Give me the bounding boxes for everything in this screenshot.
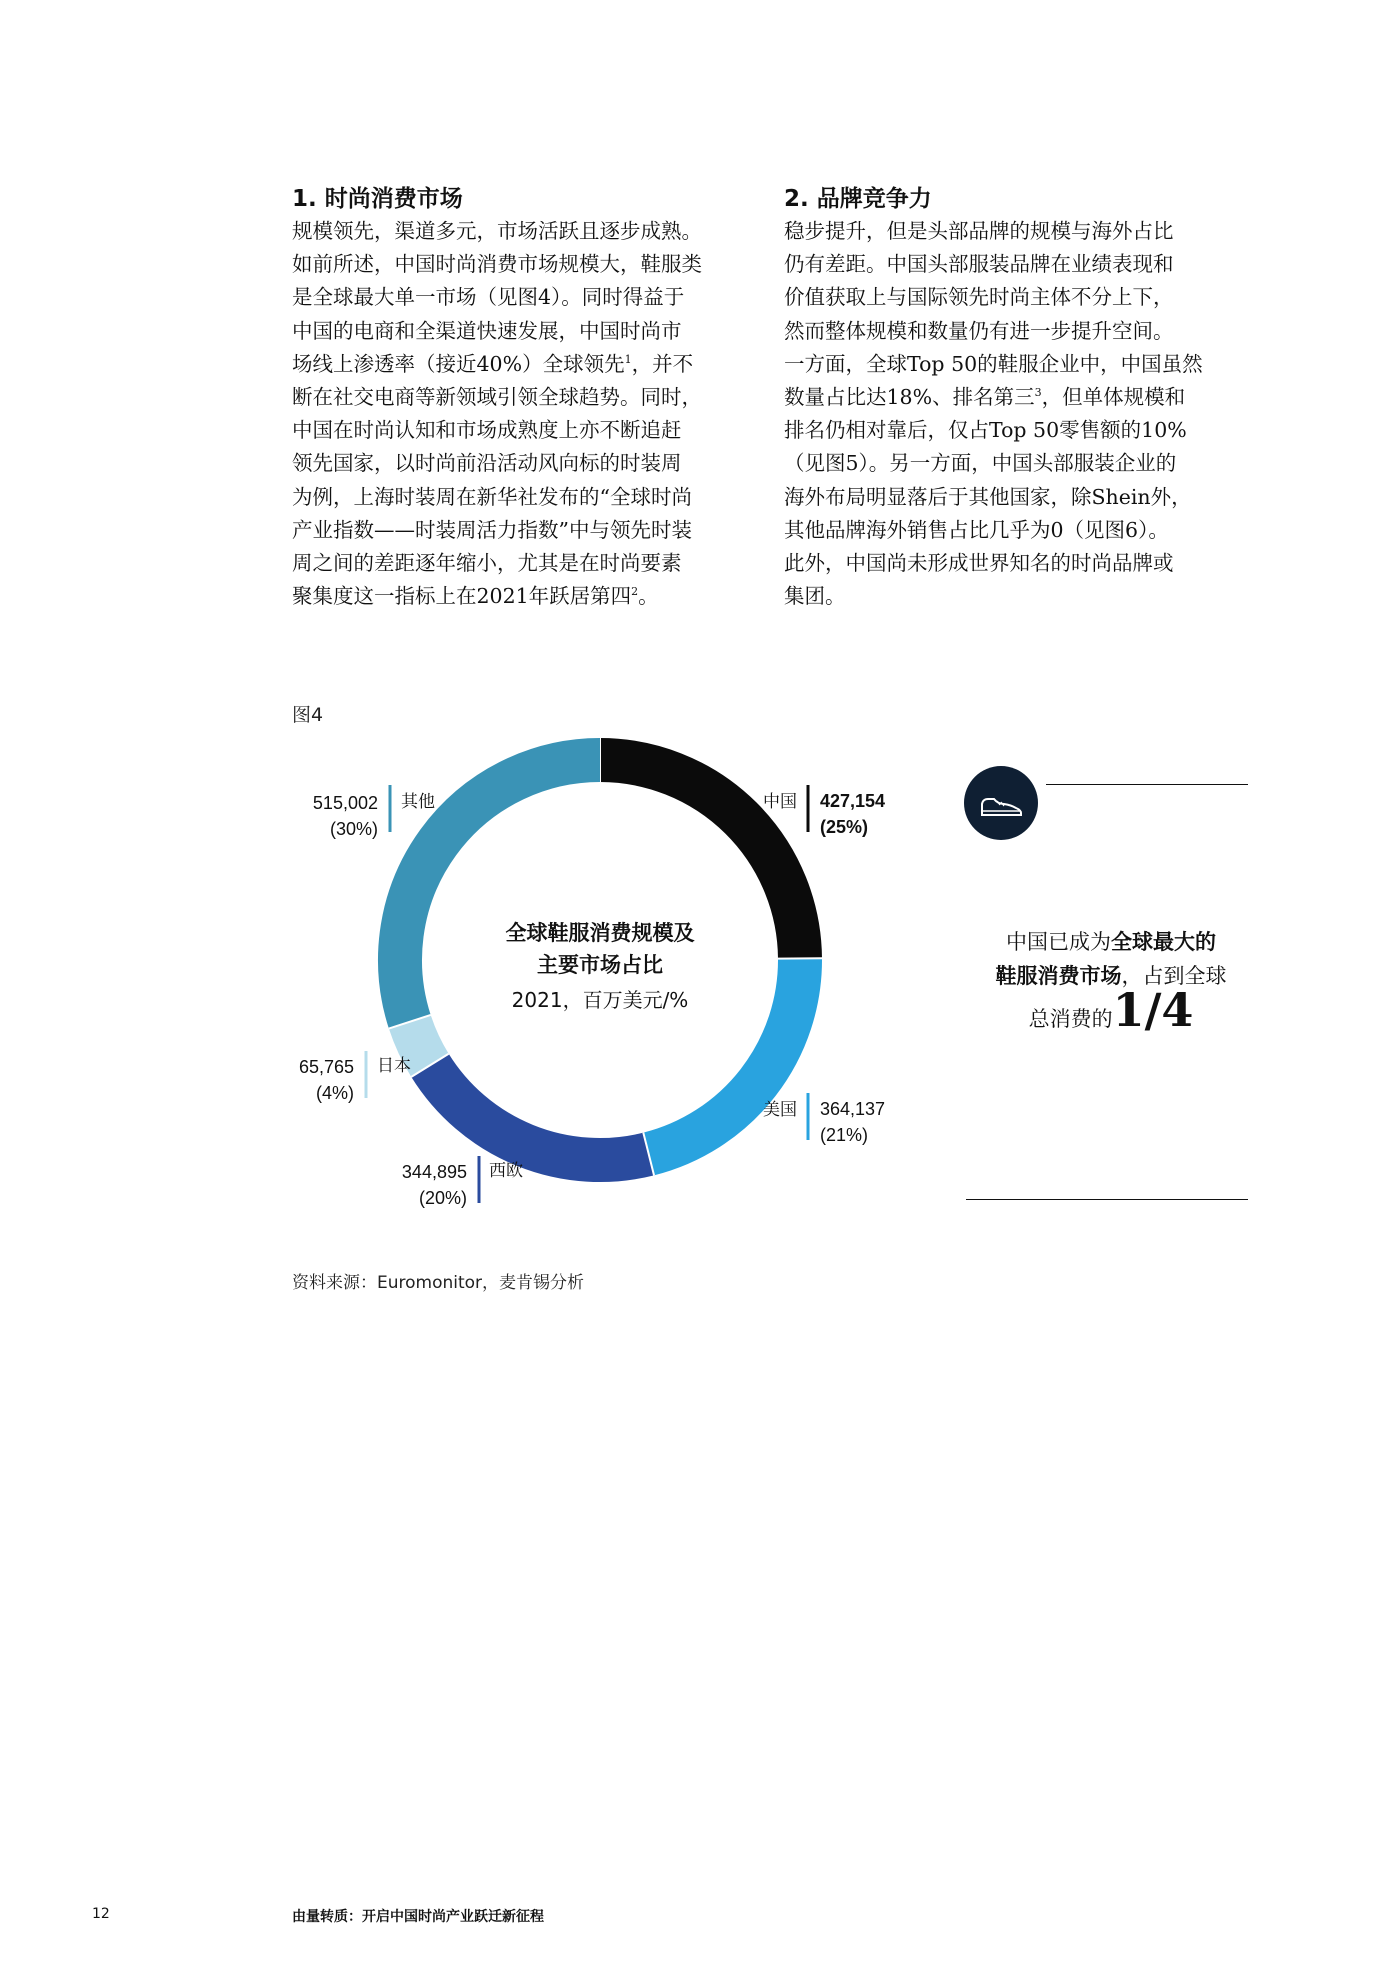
segment-pct-others: (30%) xyxy=(329,819,378,839)
callout-text: 中国已成为全球最大的 鞋服消费市场，占到全球 总消费的1/4 xyxy=(995,929,1227,1037)
segment-value-japan: 65,765 xyxy=(298,1057,354,1077)
footnote-2: 2 xyxy=(631,585,639,599)
segment-name-japan: 日本 xyxy=(377,1056,411,1076)
segment-pct-japan: (4%) xyxy=(315,1083,354,1103)
segment-pct-western-europe: (20%) xyxy=(418,1188,467,1208)
figure-label: 图4 xyxy=(292,704,324,726)
segment-name-western-europe: 西欧 xyxy=(489,1161,523,1181)
segment-pct-usa: (21%) xyxy=(820,1125,869,1145)
callout-bottom-rule xyxy=(966,1199,1248,1200)
footnote-3: 3 xyxy=(1034,386,1042,400)
segment-name-others: 其他 xyxy=(401,792,435,812)
section-1-body: 规模领先，渠道多元，市场活跃且逐步成熟。 如前所述，中国时尚消费市场规模大，鞋服类 是全球最大单一市场（见图4）。同时得益于 中国的电商和全渠道快速发展，中国时尚市 场线上渗透率（接近40%）全球领先$^1$，并不 断在社交电商等新领域引领全球趋势。同时， 中国在时尚认知和市场成熟度上亦不断追赶 领先国家，以时尚前沿活动风向标的时装周 为例，上海时装周在新华社发布的“全球时尚 产业指数——时装周活力指数”中与领先时装 周之间的差距逐年缩小，尤其是在时尚要素 聚集度这一指标上在2021年跃居第四$^2$。 xyxy=(292,219,702,609)
callout-fraction: 1/4 xyxy=(1112,983,1194,1037)
footnote-1: 1 xyxy=(624,352,632,366)
segment-value-others: 515,002 xyxy=(312,793,378,813)
donut-slice-japan xyxy=(410,1022,430,1066)
callout-top-rule xyxy=(1046,784,1248,785)
segment-value-usa: 364,137 xyxy=(820,1099,886,1119)
chart-center-title-line1: 全球鞋服消费规模及 xyxy=(505,921,695,945)
figure-source: 资料来源：Euromonitor，麦肯锡分析 xyxy=(292,1273,585,1293)
segment-pct-china: (25%) xyxy=(820,817,869,837)
segment-value-china: 427,154 xyxy=(820,791,886,811)
page-number: 12 xyxy=(92,1906,110,1922)
section-2-title: 2. 品牌竞争力 xyxy=(784,186,932,212)
section-2-body: 稳步提升，但是头部品牌的规模与海外占比 仍有差距。中国头部服装品牌在业绩表现和 价值获取上与国际领先时尚主体不分上下， 然而整体规模和数量仍有进一步提升空间。 一方面，全球Top 50的鞋服企业中，中国虽然 数量占比达18%、排名第三$^3$，但单体规模和 排名仍相对靠后，仅占Top 50零售额的10% （见图5）。另一方面，中国头部服装企业的 海外布局明显落后于其他国家，除Shein外， 其他品牌海外销售占比几乎为0（见图6）。 此外，中国尚未形成世界知名的时尚品牌或 集团。 xyxy=(784,219,1203,609)
sneaker-icon xyxy=(964,766,1038,840)
footer-title: 由量转质：开启中国时尚产业跃迁新征程 xyxy=(292,1909,544,1925)
donut-slice-western-europe xyxy=(430,1065,649,1160)
segment-name-china: 中国 xyxy=(763,792,797,812)
chart-center-title-line2: 主要市场占比 xyxy=(537,953,663,977)
chart-center-subtitle: 2021，百万美元/% xyxy=(511,988,689,1012)
segment-name-usa: 美国 xyxy=(763,1100,797,1120)
segment-value-western-europe: 344,895 xyxy=(401,1162,467,1182)
section-1-title: 1. 时尚消费市场 xyxy=(292,186,463,212)
